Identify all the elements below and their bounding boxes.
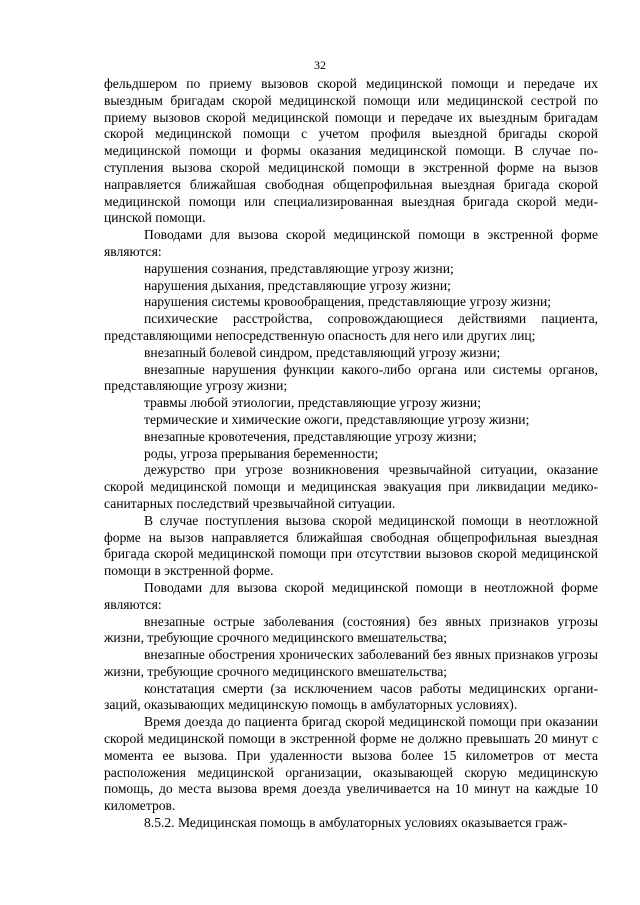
paragraph: фельдшером по приему вызовов скорой медицинской помощи и передаче их выездным бригадам скорой медицинской помощи или медицинской сестрой по приему вызовов скорой медицинской помощи и передаче их выездным бригадам скорой медицинской помощи с учетом профиля выездной бригады скорой медицинской помощи и формы оказания медицинской помощи. В случае поступления вызова скорой медицинской помощи в экстренной форме на вызов направляется ближайшая свободная общепрофильная выездная бригада скорой медицинской помощи или специализированная выездная бригада скорой медицинской помощи. [104, 76, 598, 226]
paragraph: роды, угроза прерывания беременности; [144, 445, 379, 461]
paragraph: внезапные кровотечения, представляющие угрозу жизни; [144, 428, 477, 444]
paragraph: В случае поступления вызова скорой медицинской помощи в неотложной форме на вызов направляется ближайшая свободная общепрофильная выездная бригада скорой медицинской помощи при отсутствии вызовов скорой медицинской помощи в экстренной форме. [104, 512, 598, 579]
paragraph: травмы любой этиологии, представляющие угрозу жизни; [144, 395, 481, 411]
paragraph: констатация смерти (за исключением часов работы медицинских организаций, оказывающих медицинскую помощь в амбулаторных условиях). [104, 680, 598, 713]
paragraph: нарушения сознания, представляющие угрозу жизни; [144, 260, 454, 276]
page-number: 32 [314, 58, 326, 72]
paragraph: внезапные обострения хронических заболеваний без явных признаков угрозы жизни, требующие срочного медицинского вмешательства; [104, 647, 598, 679]
paragraph: Поводами для вызова скорой медицинской помощи в экстренной форме являются: [104, 227, 598, 259]
document-body [104, 76, 598, 832]
paragraph: термические и химические ожоги, представляющие угрозу жизни; [144, 411, 530, 427]
paragraph: внезапный болевой синдром, представляющий угрозу жизни; [144, 344, 501, 360]
paragraph: внезапные острые заболевания (состояния) без явных признаков угрозы жизни, требующие срочного медицинского вмешательства; [104, 613, 598, 646]
paragraph: нарушения дыхания, представляющие угрозу жизни; [144, 277, 451, 293]
paragraph: дежурство при угрозе возникновения чрезвычайной ситуации, оказание скорой медицинской помощи и медицинская эвакуация при ликвидации медико-санитарных последствий чрезвычайной ситуации. [104, 462, 598, 511]
paragraph: Время доезда до пациента бригад скорой медицинской помощи при оказании скорой медицинской помощи в экстренной форме не должно превышать 20 минут с момента ее вызова. При удаленности вызова более 15 километров от места расположения медицинской организации, оказывающей скорую медицинскую помощь, до места вызова время доезда увеличивается на 10 минут на каждые 10 километров. [104, 714, 598, 814]
paragraph: внезапные нарушения функции какого-либо органа или системы органов, представляющие угрозу жизни; [104, 361, 598, 394]
paragraph: 8.5.2. Медицинская помощь в амбулаторных условиях оказывается граж- [144, 815, 568, 831]
paragraph: Поводами для вызова скорой медицинской помощи в неотложной форме являются: [104, 579, 598, 612]
paragraph: психические расстройства, сопровождающиеся действиями пациента, представляющими непосредственную опасность для него или других лиц; [104, 311, 598, 343]
paragraph: нарушения системы кровообращения, представляющие угрозу жизни; [144, 294, 552, 310]
